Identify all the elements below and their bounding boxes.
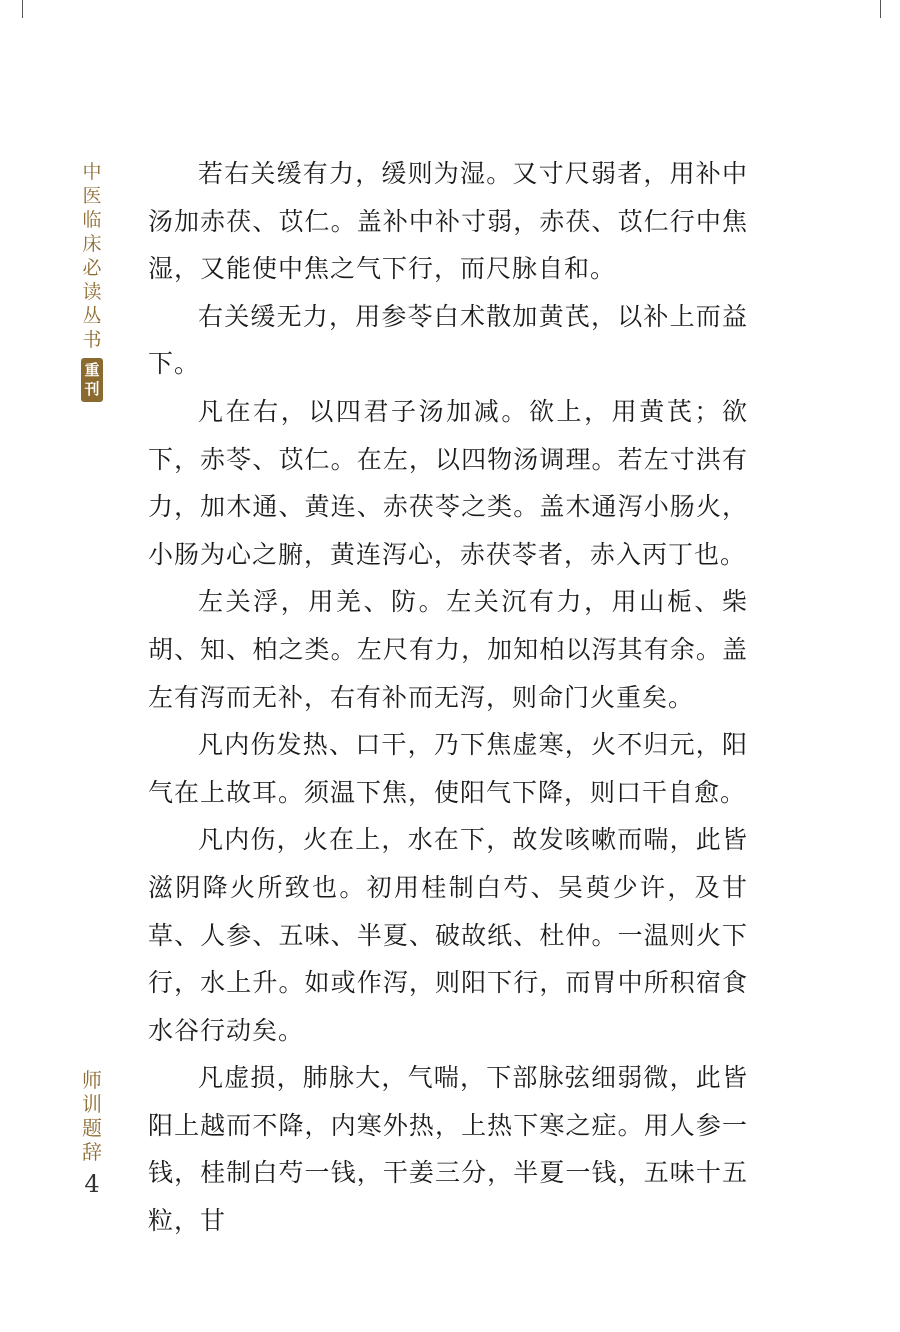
paragraph: 左关浮，用羌、防。左关沉有力，用山栀、柴胡、知、柏之类。左尺有力，加知柏以泻其有余。盖左有泻而无补，右有补而无泻，则命门火重矣。 xyxy=(148,587,748,712)
body-text xyxy=(148,150,748,1245)
section-title-vertical xyxy=(80,1068,104,1164)
section-title-char: 训 xyxy=(82,1092,102,1116)
paragraph: 凡在右，以四君子汤加减。欲上，用黄芪；欲下，赤苓、苡仁。在左，以四物汤调理。若左寸洪有力，加木通、黄连、赤茯苓之类。盖木通泻小肠火，小肠为心之腑，黄连泻心，赤茯苓者，赤入丙丁也。 xyxy=(148,396,748,569)
paragraph: 若右关缓有力，缓则为湿。又寸尺弱者，用补中汤加赤茯、苡仁。盖补中补寸弱，赤茯、苡仁行中焦湿，又能使中焦之气下行，而尺脉自和。 xyxy=(148,159,748,284)
series-title-char: 必 xyxy=(82,257,102,279)
series-title-char: 临 xyxy=(82,209,102,231)
paragraph: 凡虚损，肺脉大，气喘，下部脉弦细弱微，此皆阳上越而不降，内寒外热，上热下寒之症。用人参一钱，桂制白芍一钱，干姜三分，半夏一钱，五味十五粒，甘 xyxy=(148,1063,748,1236)
paragraph: 凡内伤，火在上，水在下，故发咳嗽而喘，此皆滋阴降火所致也。初用桂制白芍、吴萸少许，及甘草、人参、五味、半夏、破故纸、杜仲。一温则火下行，水上升。如或作泻，则阳下行，而胃中所积宿食水谷行动矣。 xyxy=(148,825,748,1045)
crop-mark-right xyxy=(880,0,881,18)
seal-char: 刊 xyxy=(84,380,100,398)
series-title-char: 医 xyxy=(82,185,102,207)
series-title-char: 书 xyxy=(82,329,102,351)
section-title-char: 题 xyxy=(82,1116,102,1140)
series-title-char: 中 xyxy=(82,161,102,183)
section-title-char: 师 xyxy=(82,1068,102,1092)
paragraph: 右关缓无力，用参苓白术散加黄芪，以补上而益下。 xyxy=(148,301,748,379)
seal-char: 重 xyxy=(84,361,100,379)
paragraph: 凡内伤发热、口干，乃下焦虚寒，火不归元，阳气在上故耳。须温下焦，使阳气下降，则口干自愈。 xyxy=(148,730,748,807)
page-number: 4 xyxy=(84,1170,100,1198)
crop-mark-left xyxy=(22,0,23,18)
series-title-vertical xyxy=(80,160,104,402)
series-title-char: 丛 xyxy=(82,305,102,327)
series-title-char: 床 xyxy=(82,233,102,255)
reprint-seal xyxy=(81,358,103,402)
series-title-char: 读 xyxy=(82,281,102,303)
section-title-char: 辞 xyxy=(82,1140,102,1164)
